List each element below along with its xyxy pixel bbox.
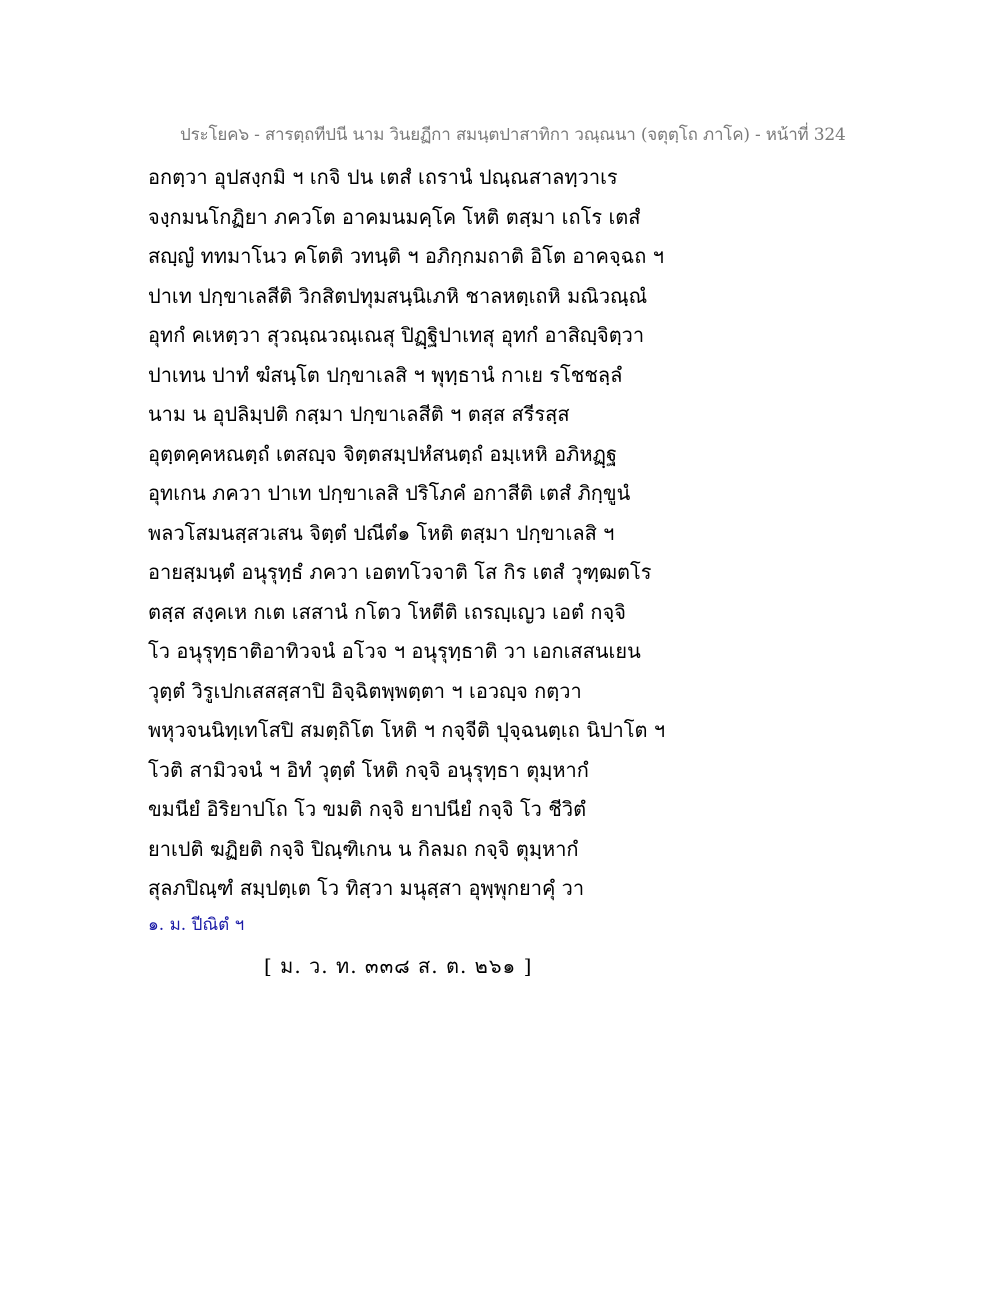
body-line: อุทกํ คเหตฺวา สุวณฺณวณฺเณสุ ปิฏฺฐิปาเทสุ อุทกํ อาสิญฺจิตฺวา: [148, 323, 645, 347]
body-line: จงฺกมนโกฏิยา ภควโต อาคมนมคฺโค โหติ ตสฺมา เถโร เตสํ: [148, 204, 641, 229]
body-line: อุทเกน ภควา ปาเท ปกฺขาเลสิ ปริโภคํ อกาสีติ เตสํ ภิกฺขูนํ: [148, 481, 631, 505]
body-line: สญฺญํ ททมาโนว คโตติ วทนฺติ ฯ อภิกฺกมถาติ อิโต อาคจฺฉถ ฯ: [148, 244, 664, 268]
body-line: สุลภปิณฺฑํ สมฺปตฺเต โว ทิสฺวา มนุสฺสา อุพฺพุกยาคุํ วา: [148, 876, 585, 900]
body-line: วุตฺตํ วิรูเปกเสสสฺสาปิ อิจฺฉิตพฺพตฺตา ฯ เอวญฺจ กตฺวา: [148, 678, 582, 703]
body-line: โวติ สามิวจนํ ฯ อิทํ วุตฺตํ โหติ กจฺจิ อนุรุทฺธา ตุมฺหากํ: [148, 757, 589, 782]
body-line: อายสฺมนฺตํ อนุรุทฺธํ ภควา เอตทโวจาติ โส กิร เตสํ วุฑฺฒตโร: [148, 560, 652, 584]
body-line: อกตฺวา อุปสงฺกมิ ฯ เกจิ ปน เตสํ เถรานํ ปณฺณสาลทฺวาเร: [148, 165, 618, 189]
footnote: ๑. ม. ปีณิตํ ฯ: [148, 915, 245, 935]
body-line: ปาเท ปกฺขาเลสีติ วิกสิตปทุมสนฺนิเภหิ ชาลหตฺเถหิ มณิวณฺณํ: [148, 283, 648, 308]
body-line: อุตฺตคฺคหณตฺถํ เตสญฺจ จิตฺตสมฺปหํสนตฺถํ อมฺเหหิ อภิหฏฺฐ: [148, 441, 617, 466]
running-header: ประโยค๖ - สารตฺถทีปนี นาม วินยฏีกา สมนฺตปาสาทิกา วณฺณนา (จตุตฺโถ ภาโค) - หน้าที่ 324: [180, 125, 846, 145]
body-line: พลวโสมนสฺสวเสน จิตฺตํ ปณีตํ๑ โหติ ตสฺมา ปกฺขาเลสิ ฯ: [148, 520, 615, 545]
body-line: โว อนุรุทฺธาติอาทิวจนํ อโวจ ฯ อนุรุทฺธาติ วา เอกเสสนเยน: [148, 639, 641, 663]
body-line: ขมนียํ อิริยาปโถ โว ขมติ กจฺจิ ยาปนียํ กจฺจิ โว ชีวิตํ: [148, 797, 587, 821]
body-line: ปาเทน ปาทํ ฆํสนฺโต ปกฺขาเลสิ ฯ พุทฺธานํ กาเย รโชชลฺลํ: [148, 362, 623, 387]
body-text: [148, 158, 688, 909]
page-reference: [ ม. ว. ท. ๓๓๘ ส. ต. ๒๖๑ ]: [264, 954, 533, 978]
body-line: นาม น อุปลิมฺปติ กสฺมา ปกฺขาเลสีติ ฯ ตสฺส สรีรสฺส: [148, 402, 570, 426]
body-line: พหุวจนนิทฺเทโสปิ สมตฺถิโต โหติ ฯ กจฺจีติ ปุจฺฉนตฺเถ นิปาโต ฯ: [148, 718, 666, 742]
body-line: ตสฺส สงฺคเห กเต เสสานํ กโตว โหตีติ เถรญฺเญว เอตํ กจฺจิ: [148, 599, 626, 624]
body-line: ยาเปติ ฆฏิยติ กจฺจิ ปิณฺฑิเกน น กิลมถ กจฺจิ ตุมฺหากํ: [148, 836, 579, 861]
